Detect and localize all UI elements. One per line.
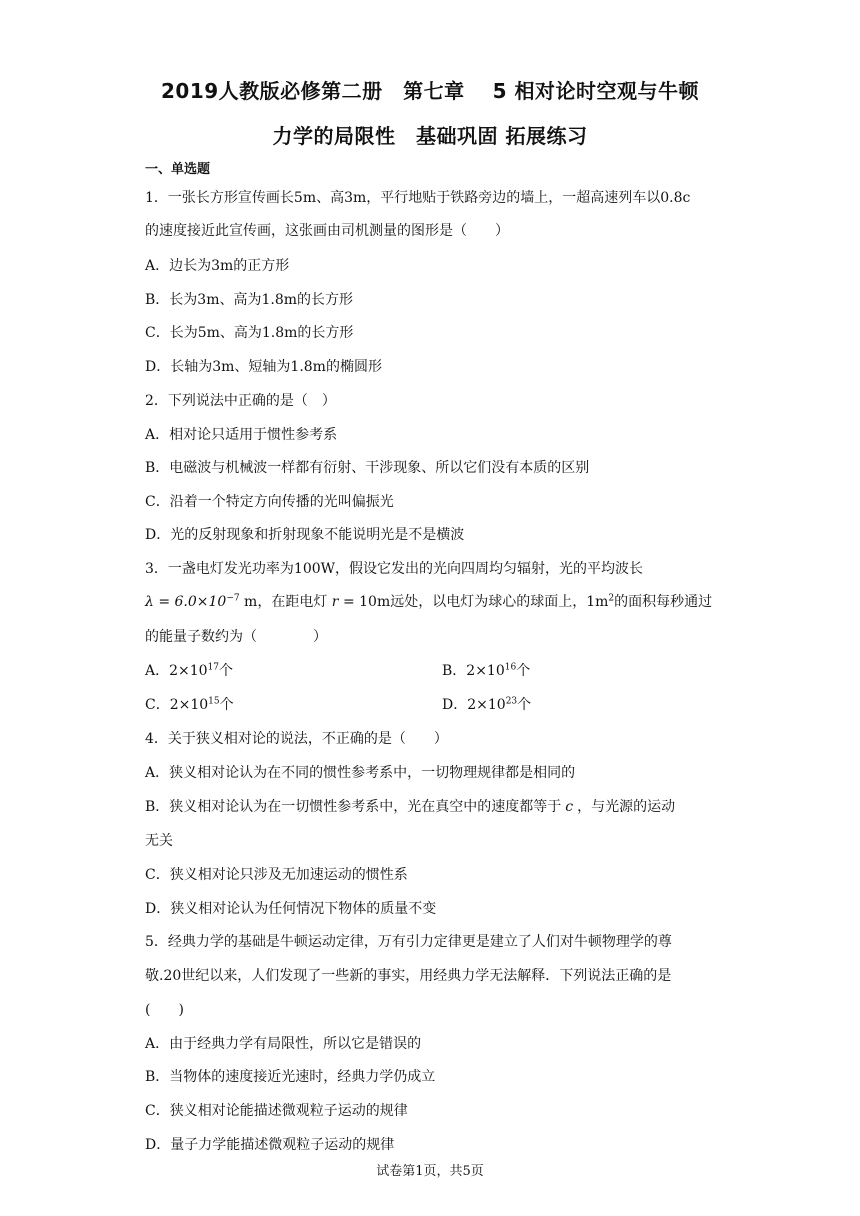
option-base: 2×10	[169, 663, 208, 679]
lambda-exponent: −7	[226, 593, 240, 604]
question-1-option-b: B．长为3m、高为1.8m的长方形	[145, 292, 354, 308]
option-unit: 个	[517, 697, 532, 713]
option-unit: 个	[219, 697, 234, 713]
question-2-option-d: D．光的反射现象和折射现象不能说明光是不是横波	[145, 527, 465, 543]
question-4-option-a: A．狭义相对论认为在不同的惯性参考系中，一切物理规律都是相同的	[145, 765, 576, 781]
section-heading: 一、单选题	[145, 162, 211, 177]
q3-text-d: 的面积每秒通过	[614, 594, 713, 610]
q4b-c-symbol: c	[565, 799, 574, 815]
question-4-option-c: C．狭义相对论只涉及无加速运动的惯性系	[145, 867, 408, 883]
option-exponent: 16	[504, 662, 517, 673]
page-footer: 试卷第1页，共5页	[376, 1164, 484, 1179]
option-label: C．	[145, 697, 170, 713]
question-5-option-b: B．当物体的速度接近光速时，经典力学仍成立	[145, 1069, 436, 1085]
question-5-stem-line2: 敬.20世纪以来，人们发现了一些新的事实，用经典力学无法解释．下列说法正确的是	[145, 968, 672, 984]
option-base: 2×10	[467, 697, 506, 713]
q4b-text-b: ，与光源的运动	[577, 799, 676, 815]
question-1-option-c: C．长为5m、高为1.8m的长方形	[145, 325, 354, 341]
question-2-option-b: B．电磁波与机械波一样都有衍射、干涉现象、所以它们没有本质的区别	[145, 460, 590, 476]
question-5-stem-line3: ( )	[145, 1002, 184, 1018]
option-exponent: 23	[505, 696, 518, 707]
option-unit: 个	[516, 663, 531, 679]
question-4-stem: 4．关于狭义相对论的说法，不正确的是（ ）	[145, 731, 448, 747]
question-3-stem-line3: 的能量子数约为（ ）	[145, 629, 327, 645]
option-label: B．	[442, 663, 467, 679]
question-4-option-b-cont: 无关	[145, 833, 173, 849]
q3-area-exponent: 2	[608, 593, 615, 604]
q4b-text-a: B．狭义相对论认为在一切惯性参考系中，光在真空中的速度都等于	[145, 799, 562, 815]
page-title-line2: 力学的局限性 基础巩固 拓展练习	[272, 124, 588, 148]
question-4-option-b	[145, 796, 675, 816]
question-2-option-c: C．沿着一个特定方向传播的光叫偏振光	[145, 494, 394, 510]
question-1-option-a: A．边长为3m的正方形	[145, 258, 290, 274]
option-label: A．	[145, 663, 170, 679]
question-1-option-d: D．长轴为3m、短轴为1.8m的椭圆形	[145, 359, 382, 375]
question-1-stem-line1: 1．一张长方形宣传画长5m、高3m，平行地贴于铁路旁边的墙上，一超高速列车以0.8c	[145, 190, 691, 206]
question-5-option-d: D．量子力学能描述微观粒子运动的规律	[145, 1137, 395, 1153]
q3-text-c: = 10m远处，以电灯为球心的球面上，1m	[338, 594, 609, 610]
question-3-stem-line2	[145, 591, 712, 611]
question-1-stem-line2: 的速度接近此宣传画，这张画由司机测量的图形是（ ）	[145, 223, 509, 239]
question-5-stem-line1: 5．经典力学的基础是牛顿运动定律，万有引力定律更是建立了人们对牛顿物理学的尊	[145, 934, 672, 950]
question-3-option-a	[145, 660, 233, 680]
question-3-option-d	[442, 694, 531, 714]
q3-text-b: m，在距电灯	[239, 594, 328, 610]
option-base: 2×10	[466, 663, 505, 679]
page-title-line1: 2019人教版必修第二册 第七章 5 相对论时空观与牛顿	[160, 79, 699, 103]
option-unit: 个	[219, 663, 234, 679]
question-3-stem-line1: 3．一盏电灯发光功率为100W，假设它发出的光向四周均匀辐射，光的平均波长	[145, 561, 644, 577]
question-4-option-d: D．狭义相对论认为任何情况下物体的质量不变	[145, 901, 437, 917]
question-5-option-c: C．狭义相对论能描述微观粒子运动的规律	[145, 1103, 408, 1119]
option-exponent: 15	[208, 696, 220, 707]
question-5-option-a: A．由于经典力学有局限性，所以它是错误的	[145, 1036, 422, 1052]
option-label: D．	[442, 697, 468, 713]
option-exponent: 17	[207, 662, 220, 673]
q3-r-symbol: r	[327, 594, 339, 610]
question-2-option-a: A．相对论只适用于惯性参考系	[145, 427, 338, 443]
option-base: 2×10	[169, 697, 209, 713]
question-3-option-c	[145, 694, 234, 714]
lambda-expression: λ = 6.0×10	[145, 594, 227, 610]
question-2-stem: 2．下列说法中正确的是（ ）	[145, 393, 336, 409]
question-3-option-b	[442, 660, 530, 680]
